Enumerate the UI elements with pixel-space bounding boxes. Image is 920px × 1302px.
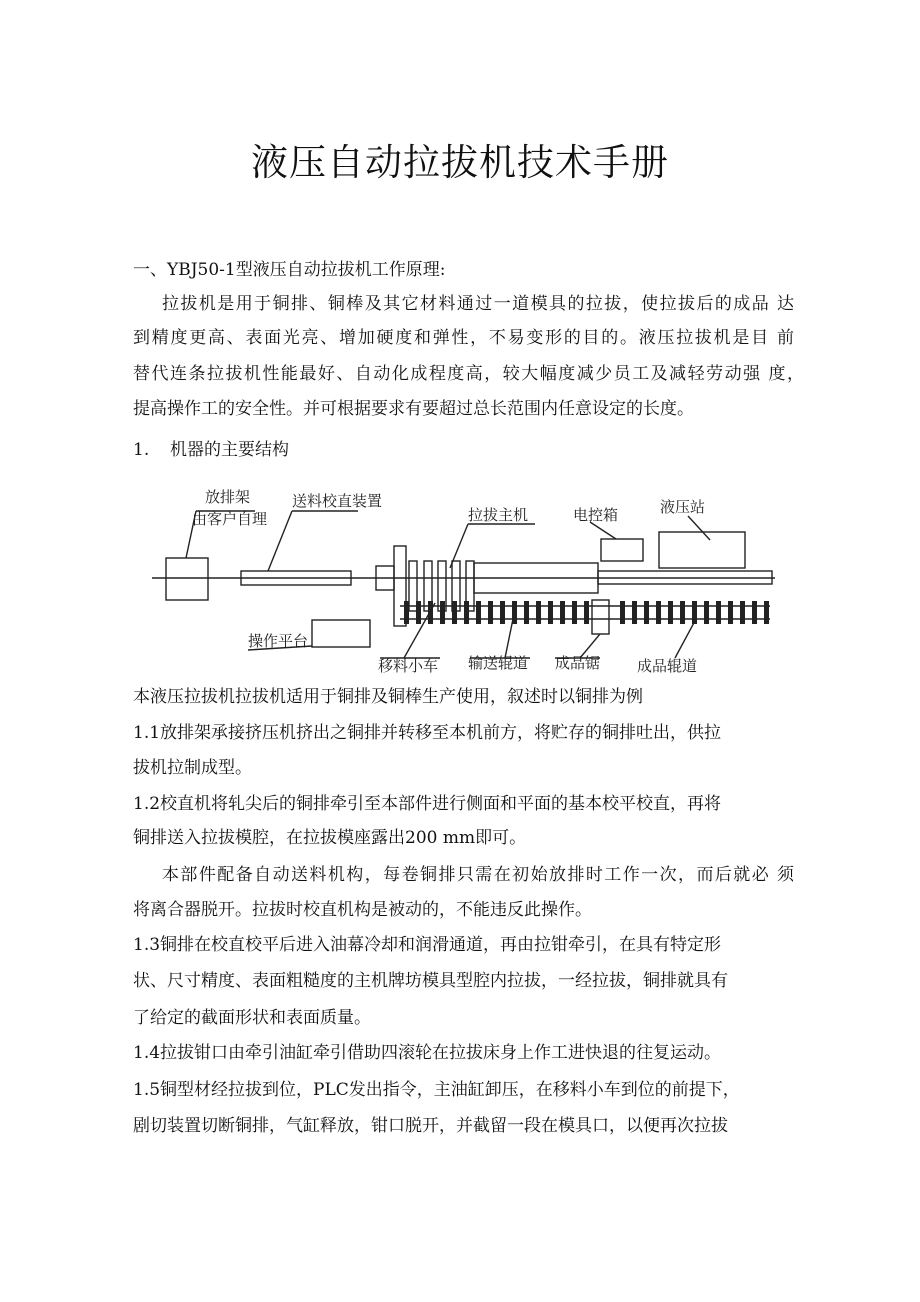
p12b-line-2: 将离合器脱开。拉拔时校直机构是被动的，不能违反此操作。: [133, 900, 592, 920]
intro-line-3: 替代连条拉拔机性能最好、自动化成程度高，较大幅度减少员工及减轻劳动强 度，: [133, 364, 804, 384]
feeder-leader: [268, 511, 292, 571]
label-conveyor: 输送辊道: [468, 654, 529, 672]
p12b-line-1: 本部件配备自动送料机构，每卷铜排只需在初始放排时工作一次，而后就必 须: [162, 865, 794, 885]
roller: [716, 601, 721, 624]
label-ebox: 电控箱: [573, 506, 619, 524]
roller: [416, 601, 421, 624]
p13-line-3: 了给定的截面形状和表面质量。: [133, 1008, 371, 1028]
roller: [428, 601, 433, 624]
roller-ticks: [404, 601, 769, 624]
hydraulic-box: [659, 532, 745, 568]
body-intro: 本液压拉拔机拉拔机适用于铜排及铜棒生产使用，叙述时以铜排为例: [133, 687, 643, 707]
roller: [512, 601, 517, 624]
conveyor-leader: [505, 619, 513, 658]
p14-line-1: 1.4拉拔钳口由牵引油缸牵引借助四滚轮在拉拔床身上作工进快退的往复运动。: [133, 1043, 722, 1063]
p13-line-2: 状、尺寸精度、表面粗糙度的主机牌坊模具型腔内拉拔，一经拉拔，铜排就具有: [133, 971, 728, 991]
label-rack-note: 由客户自理: [192, 510, 268, 528]
roller: [680, 601, 685, 624]
roller: [548, 601, 553, 624]
intro-line-1: 拉拔机是用于铜排、铜棒及其它材料通过一道模具的拉拔，使拉拔后的成品 达: [162, 294, 794, 314]
saw-box: [592, 600, 609, 634]
label-saw: 成品锯: [555, 654, 601, 672]
subheading-text: 机器的主要结构: [170, 440, 289, 460]
roller: [668, 601, 673, 624]
roller: [692, 601, 697, 624]
roller: [536, 601, 541, 624]
roller: [404, 601, 409, 624]
label-platform: 操作平台: [248, 632, 309, 650]
roller: [524, 601, 529, 624]
roller: [464, 601, 469, 624]
label-main: 拉拔主机: [468, 506, 529, 524]
p11-line-2: 拔机拉制成型。: [133, 758, 252, 778]
roller: [572, 601, 577, 624]
p11-line-1: 1.1放排架承接挤压机挤出之铜排并转移至本机前方，将贮存的铜排吐出，供拉: [133, 723, 722, 743]
rack-box: [166, 558, 208, 600]
machine-diagram: [0, 478, 920, 698]
hydraulic-leader: [688, 516, 710, 540]
roller: [488, 601, 493, 624]
roller: [584, 601, 589, 624]
product-roller-leader: [675, 619, 696, 658]
label-rack: 放排架: [205, 488, 251, 506]
p15-line-1: 1.5铜型材经拉拔到位，PLC发出指令，主油缸卸压，在移料小车到位的前提下，: [133, 1080, 740, 1100]
label-cart: 移料小车: [378, 657, 439, 675]
roller: [740, 601, 745, 624]
die-plate-1: [409, 561, 417, 611]
ebox-box: [601, 539, 643, 561]
p12-line-2: 铜排送入拉拔模腔，在拉拔模座露出200 mm即可。: [133, 828, 527, 848]
roller: [632, 601, 637, 624]
roller: [704, 601, 709, 624]
roller: [728, 601, 733, 624]
section-heading: 一、YBJ50-1型液压自动拉拔机工作原理:: [133, 260, 446, 280]
roller: [764, 601, 769, 624]
intro-line-4: 提高操作工的安全性。并可根据要求有要超过总长范围内任意设定的长度。: [133, 399, 694, 419]
roller: [644, 601, 649, 624]
roller: [656, 601, 661, 624]
roller: [620, 601, 625, 624]
p15-line-2: 剧切装置切断铜排，气缸释放，钳口脱开，并截留一段在模具口，以便再次拉拔: [133, 1116, 728, 1136]
label-product-roller: 成品辊道: [637, 657, 698, 675]
roller: [440, 601, 445, 624]
roller: [752, 601, 757, 624]
subheading-number: 1.: [133, 440, 150, 460]
roller: [500, 601, 505, 624]
roller: [452, 601, 457, 624]
roller: [560, 601, 565, 624]
ebox-leader: [590, 522, 616, 539]
roller: [476, 601, 481, 624]
label-feeder: 送料校直装置: [292, 492, 383, 510]
intro-line-2: 到精度更高、表面光亮、增加硬度和弹性，不易变形的目的。液压拉拔机是目 前: [133, 328, 794, 348]
p12-line-1: 1.2校直机将轧尖后的铜排牵引至本部件进行侧面和平面的基本校平校直，再将: [133, 794, 722, 814]
platform-box: [312, 620, 370, 647]
p13-line-1: 1.3铜排在校直校平后进入油幕冷却和润滑通道，再由拉钳牵引，在具有特定形: [133, 935, 722, 955]
label-hydraulic: 液压站: [660, 498, 706, 516]
page-title: 液压自动拉拔机技术手册: [251, 141, 669, 184]
